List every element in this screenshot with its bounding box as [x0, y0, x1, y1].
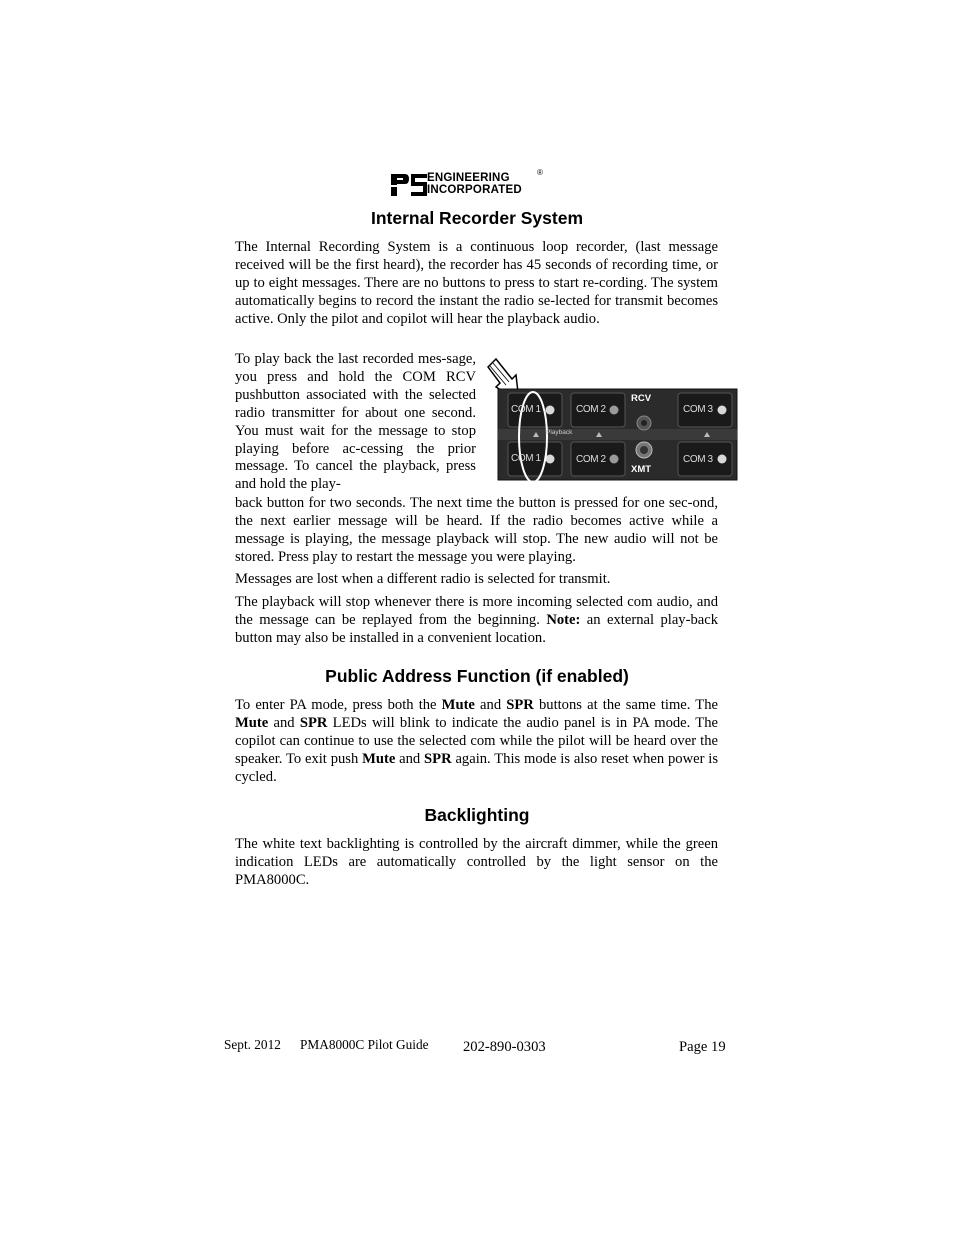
footer-phone: 202-890-0303 [463, 1039, 546, 1055]
panel-label-xmt: XMT [631, 464, 652, 475]
paragraph-backlighting: The white text backlighting is controlled by the aircraft dimmer, while the green indication LEDs are automatically controlled by the light sensor on the PMA8000C. [235, 836, 718, 888]
text-segment: The playback will stop whenever there is more incoming selected com audio, and the message can be replayed from the beginning. [235, 594, 718, 628]
button-com2-rcv: COM 2 [576, 404, 606, 415]
text-segment: again. This mode is also reset when power is cycled. [235, 751, 718, 785]
panel-label-rcv: RCV [631, 393, 652, 404]
button-com2-xmt: COM 2 [576, 454, 606, 465]
button-com3-xmt: COM 3 [683, 454, 713, 465]
paragraph-recorder-intro: The Internal Recording System is a continuous loop recorder, (last message received will be the first heard), the recorder has 45 seconds of recording time, or up to eight messages. There are no buttons to press to start re-cording. The system automatically begins to record the instant the radio se-lected for transmit becomes active. Only the pilot and copilot will hear the playback audio. [235, 239, 718, 327]
paragraph-playback-stop [235, 593, 718, 647]
section-title-public-address: Public Address Function (if enabled) [325, 666, 629, 686]
text-segment: an external play-back button may also be installed in a convenient location. [235, 612, 718, 646]
button-com3-rcv: COM 3 [683, 404, 713, 415]
footer-date: Sept. 2012 [224, 1037, 281, 1052]
footer-guide-title: PMA8000C Pilot Guide [300, 1037, 429, 1052]
text-segment: To enter PA mode, press both the [235, 697, 442, 713]
spr-label: SPR [424, 751, 452, 767]
mute-label: Mute [441, 697, 475, 713]
text-segment: and [474, 697, 507, 713]
paragraph-playback-wide: back button for two seconds. The next time the button is pressed for one sec-ond, the next earlier message will be heard. If the radio becomes active while a message is playing, the message playback will stop. The new audio will not be stored. Press play to restart the message you were playing. [235, 495, 718, 565]
paragraph-playback-narrow: To play back the last recorded mes-sage, you press and hold the COM RCV pushbutton associated with the selected radio transmitter for about one second. You must wait for the message to stop playing before ac-cessing the prior message. To cancel the playback, press and hold the play- [235, 351, 476, 493]
paragraph-public-address [235, 696, 718, 786]
company-logo [391, 167, 551, 199]
button-com1-rcv: COM 1 [511, 404, 541, 415]
spr-label: SPR [299, 715, 328, 731]
logo-line2: INCORPORATED [427, 184, 522, 196]
mute-label: Mute [362, 751, 396, 767]
section-title-backlighting: Backlighting [424, 805, 530, 825]
button-com1-xmt: COM 1 [511, 453, 541, 464]
audio-panel-image [486, 357, 738, 482]
spr-label: SPR [506, 697, 534, 713]
logo-line1: ENGINEERING [427, 172, 510, 184]
text-segment: and [395, 751, 425, 767]
ps-logo-mark-icon [391, 171, 427, 199]
mute-label: Mute [235, 715, 269, 731]
note-label: Note: [546, 612, 581, 628]
paragraph-messages-lost: Messages are lost when a different radio is selected for transmit. [235, 571, 611, 587]
text-segment: and [268, 715, 300, 731]
footer-page-number: Page 19 [679, 1039, 726, 1055]
section-title-recorder: Internal Recorder System [370, 208, 584, 228]
text-segment: LEDs will blink to indicate the audio panel is in PA mode. The copilot can continue to use the selected com while the pilot will be heard over the speaker. To exit push [235, 715, 718, 767]
text-segment: buttons at the same time. The [533, 697, 718, 713]
panel-label-playback: Playback [546, 429, 573, 436]
registered-mark: ® [537, 168, 543, 177]
